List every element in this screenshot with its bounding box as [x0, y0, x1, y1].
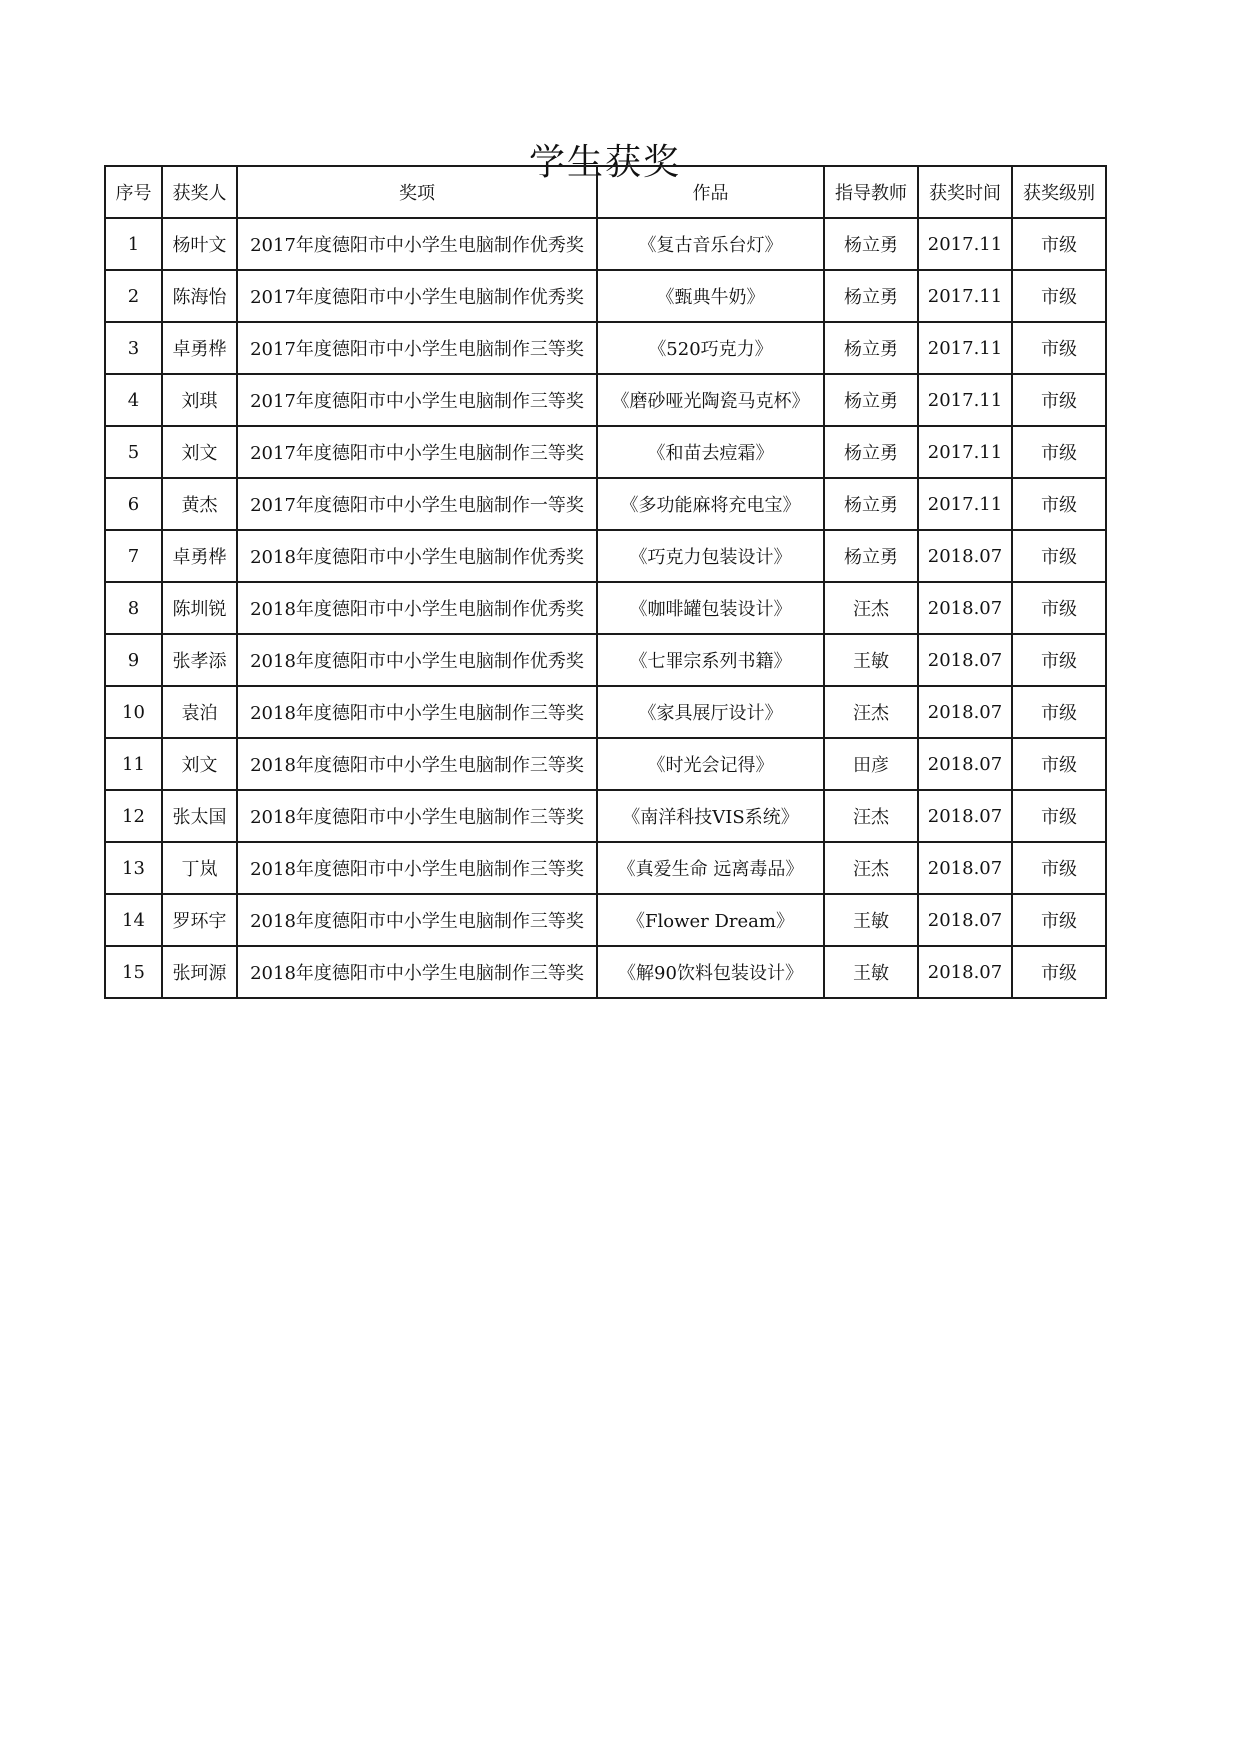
cell-award: 2018年度德阳市中小学生电脑制作三等奖: [237, 738, 597, 790]
cell-date: 2018.07: [918, 790, 1012, 842]
cell-winner: 罗环宇: [162, 894, 237, 946]
cell-teacher: 田彦: [824, 738, 918, 790]
page-title: 学生获奖: [528, 142, 681, 184]
cell-award: 2018年度德阳市中小学生电脑制作优秀奖: [237, 530, 597, 582]
cell-index: 9: [105, 634, 162, 686]
cell-index: 3: [105, 322, 162, 374]
cell-work: 《巧克力包装设计》: [597, 530, 824, 582]
cell-winner: 卓勇桦: [162, 322, 237, 374]
cell-winner: 张太国: [162, 790, 237, 842]
cell-work: 《七罪宗系列书籍》: [597, 634, 824, 686]
cell-date: 2018.07: [918, 842, 1012, 894]
header-cell-teacher: 指导教师: [824, 166, 918, 218]
cell-teacher: 杨立勇: [824, 374, 918, 426]
cell-award: 2018年度德阳市中小学生电脑制作三等奖: [237, 790, 597, 842]
cell-teacher: 汪杰: [824, 790, 918, 842]
cell-award: 2018年度德阳市中小学生电脑制作三等奖: [237, 686, 597, 738]
table-row: [105, 270, 1106, 322]
cell-date: 2018.07: [918, 946, 1012, 998]
cell-teacher: 杨立勇: [824, 426, 918, 478]
cell-winner: 黄杰: [162, 478, 237, 530]
cell-level: 市级: [1012, 322, 1106, 374]
table-row: [105, 374, 1106, 426]
cell-work: 《磨砂哑光陶瓷马克杯》: [597, 374, 824, 426]
cell-teacher: 杨立勇: [824, 322, 918, 374]
cell-index: 10: [105, 686, 162, 738]
table-row: [105, 582, 1106, 634]
header-row: [105, 166, 1106, 218]
cell-work: 《家具展厅设计》: [597, 686, 824, 738]
cell-date: 2018.07: [918, 530, 1012, 582]
cell-date: 2017.11: [918, 426, 1012, 478]
cell-teacher: 杨立勇: [824, 530, 918, 582]
cell-winner: 张孝添: [162, 634, 237, 686]
table-row: [105, 894, 1106, 946]
header-cell-date: 获奖时间: [918, 166, 1012, 218]
cell-award: 2018年度德阳市中小学生电脑制作优秀奖: [237, 634, 597, 686]
table-row: [105, 686, 1106, 738]
header-cell-award: 奖项: [237, 166, 597, 218]
cell-winner: 刘文: [162, 738, 237, 790]
cell-winner: 刘文: [162, 426, 237, 478]
cell-winner: 陈海怡: [162, 270, 237, 322]
table-header: [105, 166, 1106, 218]
cell-winner: 杨叶文: [162, 218, 237, 270]
cell-teacher: 汪杰: [824, 842, 918, 894]
cell-work: 《甄典牛奶》: [597, 270, 824, 322]
cell-work: 《Flower Dream》: [597, 894, 824, 946]
cell-winner: 袁泊: [162, 686, 237, 738]
cell-index: 13: [105, 842, 162, 894]
cell-award: 2017年度德阳市中小学生电脑制作三等奖: [237, 426, 597, 478]
cell-level: 市级: [1012, 374, 1106, 426]
awards-table: [104, 165, 1107, 999]
cell-teacher: 杨立勇: [824, 478, 918, 530]
header-cell-index: 序号: [105, 166, 162, 218]
cell-award: 2018年度德阳市中小学生电脑制作三等奖: [237, 894, 597, 946]
cell-teacher: 杨立勇: [824, 270, 918, 322]
table-row: [105, 946, 1106, 998]
cell-index: 6: [105, 478, 162, 530]
cell-winner: 丁岚: [162, 842, 237, 894]
cell-teacher: 汪杰: [824, 582, 918, 634]
cell-index: 5: [105, 426, 162, 478]
table-row: [105, 426, 1106, 478]
header-cell-level: 获奖级别: [1012, 166, 1106, 218]
cell-award: 2017年度德阳市中小学生电脑制作三等奖: [237, 322, 597, 374]
cell-award: 2017年度德阳市中小学生电脑制作三等奖: [237, 374, 597, 426]
cell-teacher: 汪杰: [824, 686, 918, 738]
cell-work: 《复古音乐台灯》: [597, 218, 824, 270]
cell-date: 2018.07: [918, 634, 1012, 686]
cell-level: 市级: [1012, 270, 1106, 322]
cell-index: 12: [105, 790, 162, 842]
table-row: [105, 738, 1106, 790]
header-cell-winner: 获奖人: [162, 166, 237, 218]
table-row: [105, 322, 1106, 374]
cell-work: 《咖啡罐包装设计》: [597, 582, 824, 634]
cell-work: 《解90饮料包装设计》: [597, 946, 824, 998]
cell-index: 14: [105, 894, 162, 946]
cell-index: 2: [105, 270, 162, 322]
cell-work: 《真爱生命 远离毒品》: [597, 842, 824, 894]
cell-index: 11: [105, 738, 162, 790]
cell-date: 2018.07: [918, 686, 1012, 738]
cell-work: 《多功能麻将充电宝》: [597, 478, 824, 530]
cell-date: 2017.11: [918, 322, 1012, 374]
cell-level: 市级: [1012, 218, 1106, 270]
cell-work: 《520巧克力》: [597, 322, 824, 374]
cell-winner: 张珂源: [162, 946, 237, 998]
cell-level: 市级: [1012, 582, 1106, 634]
cell-teacher: 王敏: [824, 946, 918, 998]
cell-index: 15: [105, 946, 162, 998]
cell-winner: 卓勇桦: [162, 530, 237, 582]
cell-teacher: 王敏: [824, 894, 918, 946]
cell-level: 市级: [1012, 738, 1106, 790]
cell-work: 《时光会记得》: [597, 738, 824, 790]
cell-winner: 刘琪: [162, 374, 237, 426]
cell-award: 2017年度德阳市中小学生电脑制作优秀奖: [237, 270, 597, 322]
cell-level: 市级: [1012, 530, 1106, 582]
cell-level: 市级: [1012, 790, 1106, 842]
cell-teacher: 王敏: [824, 634, 918, 686]
header-cell-work: 作品: [597, 166, 824, 218]
cell-award: 2018年度德阳市中小学生电脑制作三等奖: [237, 842, 597, 894]
cell-index: 1: [105, 218, 162, 270]
cell-level: 市级: [1012, 478, 1106, 530]
cell-award: 2018年度德阳市中小学生电脑制作三等奖: [237, 946, 597, 998]
cell-index: 7: [105, 530, 162, 582]
cell-index: 8: [105, 582, 162, 634]
cell-level: 市级: [1012, 894, 1106, 946]
cell-award: 2017年度德阳市中小学生电脑制作一等奖: [237, 478, 597, 530]
cell-date: 2017.11: [918, 478, 1012, 530]
cell-award: 2017年度德阳市中小学生电脑制作优秀奖: [237, 218, 597, 270]
cell-date: 2017.11: [918, 270, 1012, 322]
cell-level: 市级: [1012, 634, 1106, 686]
cell-level: 市级: [1012, 946, 1106, 998]
cell-level: 市级: [1012, 842, 1106, 894]
cell-winner: 陈圳锐: [162, 582, 237, 634]
table-row: [105, 790, 1106, 842]
cell-date: 2018.07: [918, 582, 1012, 634]
table-row: [105, 634, 1106, 686]
cell-date: 2018.07: [918, 894, 1012, 946]
cell-level: 市级: [1012, 426, 1106, 478]
cell-date: 2018.07: [918, 738, 1012, 790]
cell-work: 《南洋科技VIS系统》: [597, 790, 824, 842]
table-row: [105, 530, 1106, 582]
cell-index: 4: [105, 374, 162, 426]
table-row: [105, 478, 1106, 530]
cell-date: 2017.11: [918, 374, 1012, 426]
table-row: [105, 842, 1106, 894]
table-row: [105, 218, 1106, 270]
cell-date: 2017.11: [918, 218, 1012, 270]
cell-teacher: 杨立勇: [824, 218, 918, 270]
table-body: [105, 218, 1106, 998]
cell-level: 市级: [1012, 686, 1106, 738]
cell-award: 2018年度德阳市中小学生电脑制作优秀奖: [237, 582, 597, 634]
cell-work: 《和苗去痘霜》: [597, 426, 824, 478]
